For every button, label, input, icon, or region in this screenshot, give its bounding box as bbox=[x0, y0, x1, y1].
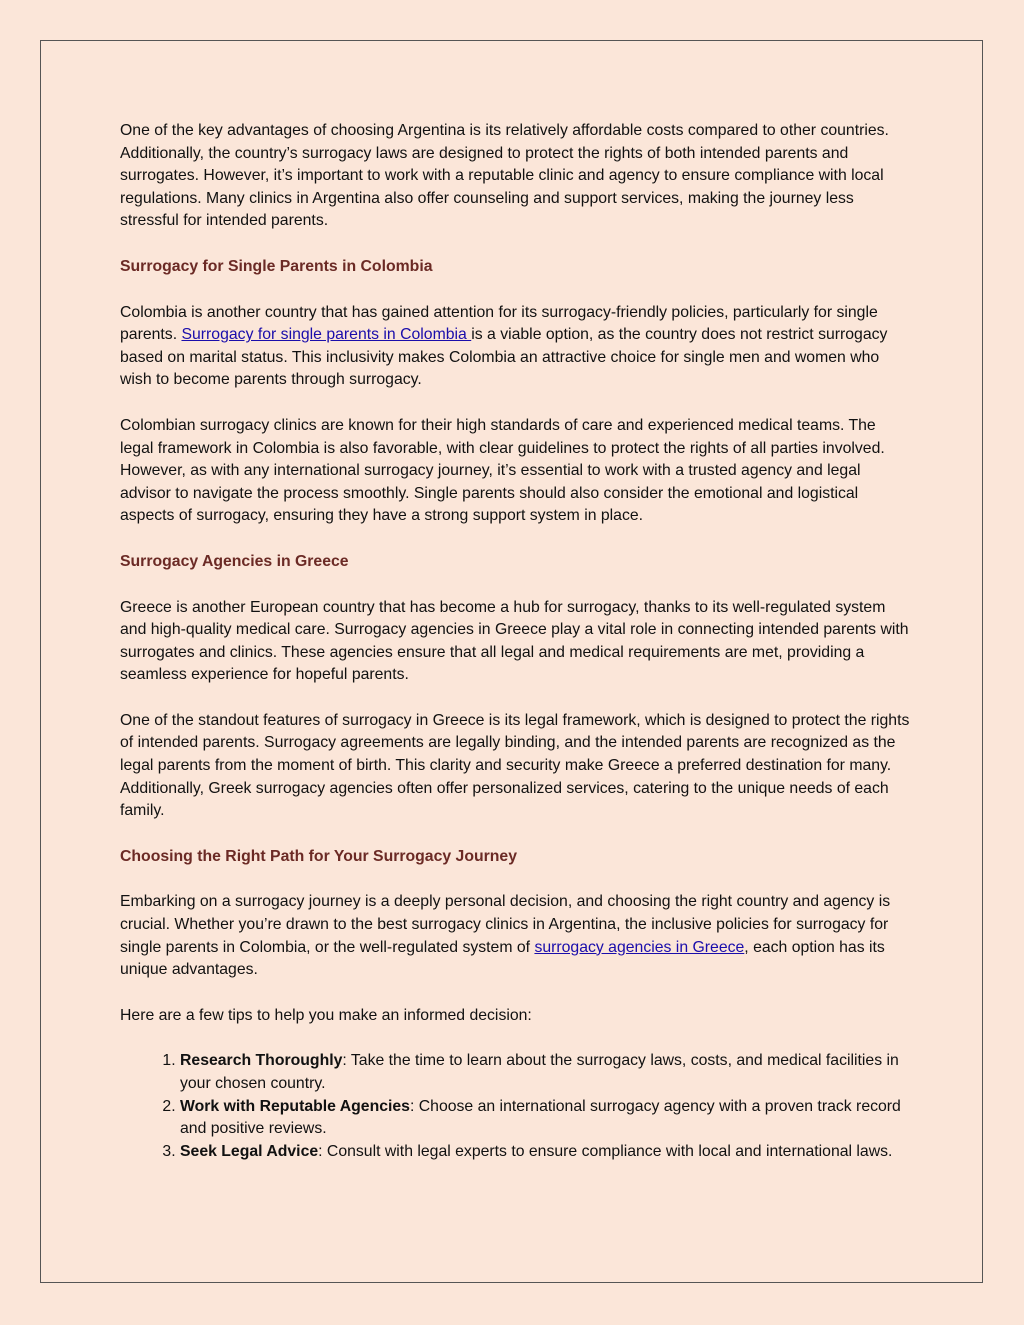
colombia-p1-text-before: Colombia is another country that has gained attention for its surrogacy-friendly policies, particularly for single parents. bbox=[120, 303, 878, 344]
tip-item bbox=[180, 1141, 910, 1164]
tip-item bbox=[180, 1050, 910, 1095]
greece-paragraph-1: Greece is another European country that has become a hub for surrogacy, thanks to its well-regulated system and high-quality medical care. Surrogacy agencies in Greece play a vital role in connecting intended parents with surrogates and clinics. These agencies ensure that all legal and medical requirements are met, providing a seamless experience for hopeful parents. bbox=[120, 598, 909, 684]
path-p1-text-before: Embarking on a surrogacy journey is a deeply personal decision, and choosing the right country and agency is crucial. Whether you’re drawn to the best surrogacy clinics in Argentina, the inclusive policies for surrogacy for single parents in Colombia, or the well-regulated system of bbox=[120, 893, 891, 956]
document-body bbox=[120, 120, 910, 1163]
path-heading: Choosing the Right Path for Your Surrogacy Journey bbox=[120, 847, 518, 865]
colombia-heading: Surrogacy for Single Parents in Colombia bbox=[120, 257, 433, 275]
colombia-paragraph-2: Colombian surrogacy clinics are known for their high standards of care and experienced medical teams. The legal framework in Colombia is also favorable, with clear guidelines to protect the rights of all parties involved. However, as with any international surrogacy journey, it’s essential to work with a trusted agency and legal advisor to navigate the process smoothly. Single parents should also consider the emotional and logistical aspects of surrogacy, ensuring they have a strong support system in place. bbox=[120, 416, 885, 525]
colombia-p1-text-after: is a viable option, as the country does not restrict surrogacy based on marital status. This inclusivity makes Colombia an attractive choice for single men and women who wish to become parents through surrogacy. bbox=[120, 326, 888, 389]
path-p1-text-after: , each option has its unique advantages. bbox=[120, 938, 885, 979]
tip-item bbox=[180, 1096, 910, 1141]
tips-list bbox=[120, 1050, 910, 1163]
colombia-surrogacy-link[interactable]: Surrogacy for single parents in Colombia bbox=[181, 326, 472, 344]
greece-paragraph-2: One of the standout features of surrogacy in Greece is its legal framework, which is designed to protect the rights of intended parents. Surrogacy agreements are legally binding, and the intended parents are recognized as the legal parents from the moment of birth. This clarity and security make Greece a preferred destination for many. Additionally, Greek surrogacy agencies often offer personalized services, catering to the unique needs of each family. bbox=[120, 711, 910, 820]
tip-text: : Choose an international surrogacy agency with a proven track record and positive reviews. bbox=[180, 1097, 901, 1138]
intro-paragraph: One of the key advantages of choosing Argentina is its relatively affordable costs compared to other countries. Additionally, the country’s surrogacy laws are designed to protect the rights of both intended parents and surrogates. However, it’s important to work with a reputable clinic and agency to ensure compliance with local regulations. Many clinics in Argentina also offer counseling and support services, making the journey less stressful for intended parents. bbox=[120, 122, 889, 230]
tip-title: Work with Reputable Agencies bbox=[180, 1097, 410, 1115]
tip-text: : Consult with legal experts to ensure compliance with local and international laws. bbox=[318, 1142, 893, 1160]
greece-heading: Surrogacy Agencies in Greece bbox=[120, 552, 349, 570]
tip-title: Seek Legal Advice bbox=[180, 1142, 319, 1160]
greece-agencies-link[interactable]: surrogacy agencies in Greece bbox=[534, 938, 745, 956]
colombia-paragraph-1 bbox=[120, 302, 910, 392]
tip-title: Research Thoroughly bbox=[180, 1052, 343, 1070]
tip-text: : Take the time to learn about the surrogacy laws, costs, and medical facilities in your chosen country. bbox=[180, 1052, 899, 1092]
path-paragraph-1 bbox=[120, 891, 910, 981]
tips-intro: Here are a few tips to help you make an informed decision: bbox=[120, 1006, 532, 1024]
